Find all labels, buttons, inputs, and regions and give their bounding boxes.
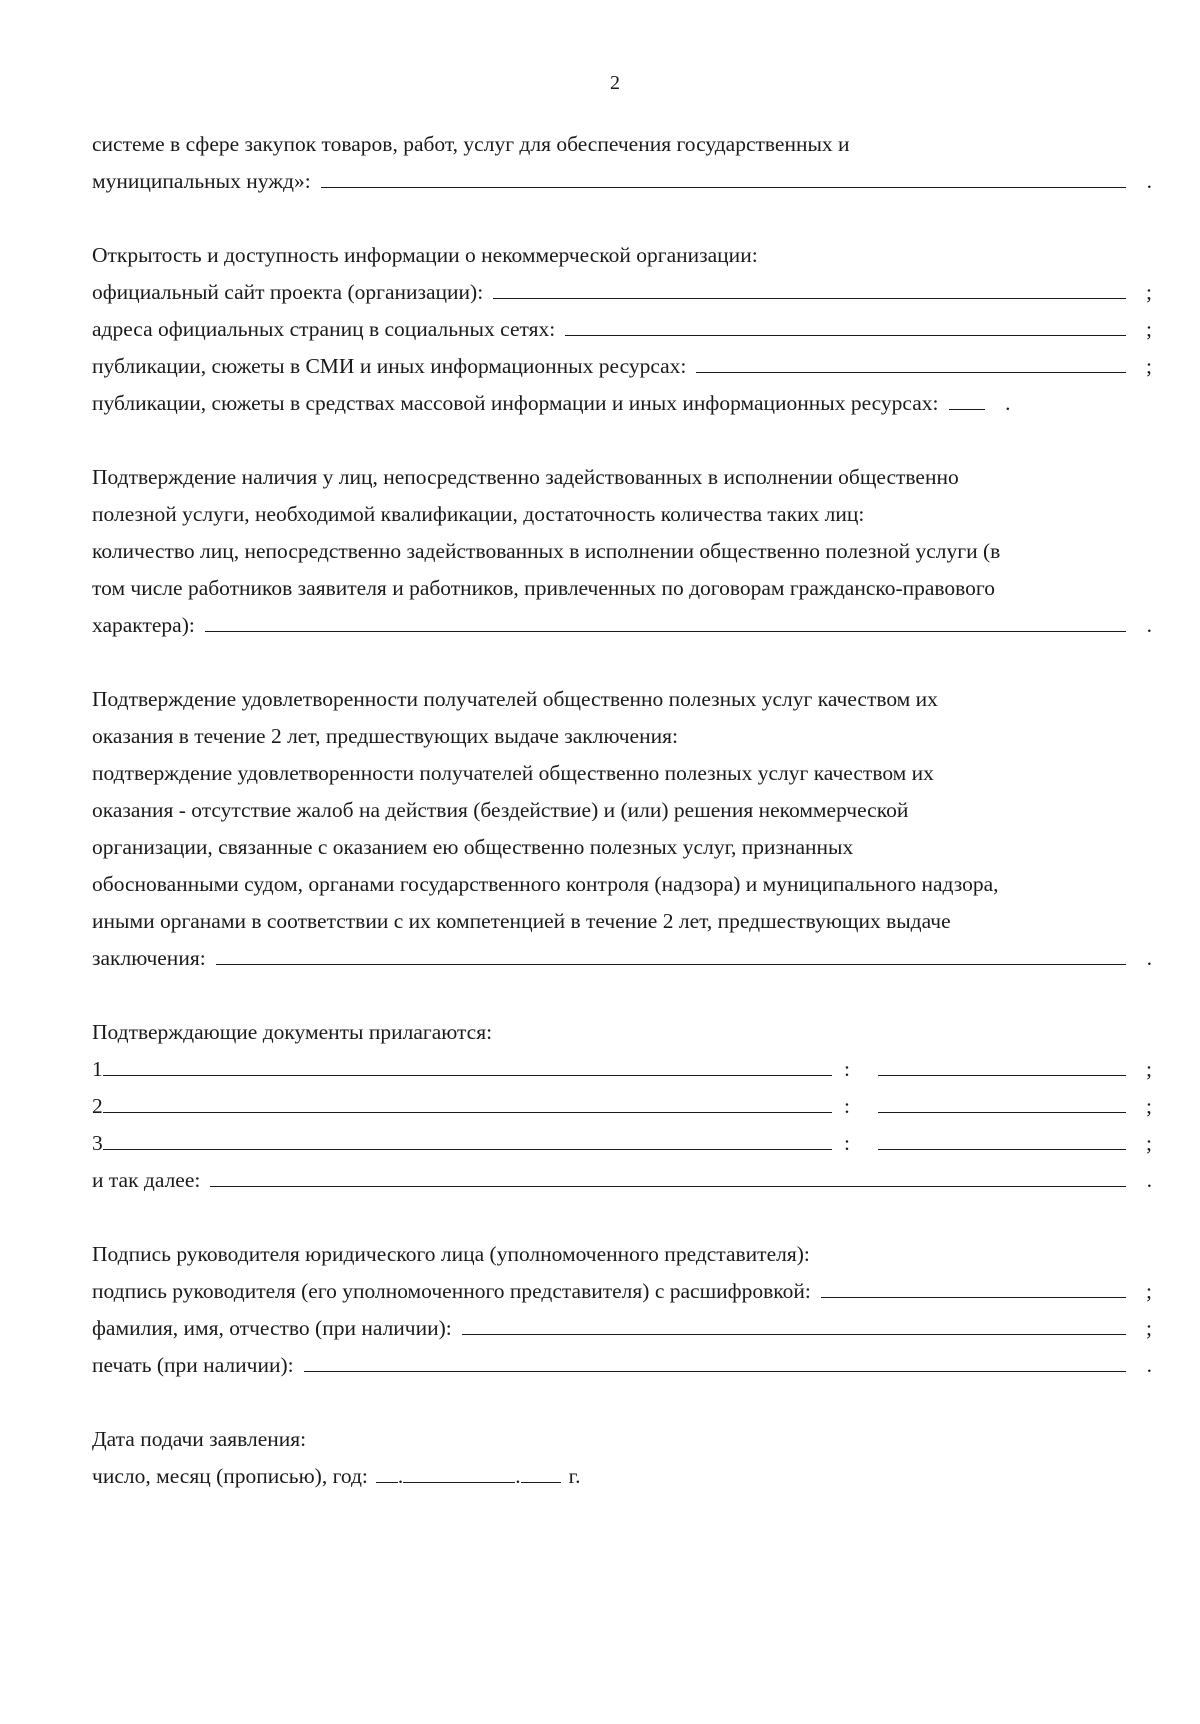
document-row	[92, 1088, 1152, 1125]
full-name-end: ;	[1146, 1316, 1152, 1340]
document-row	[92, 1051, 1152, 1088]
qualification-label: характера):	[92, 613, 195, 637]
website-input-blank[interactable]	[493, 276, 1126, 299]
qualification-line-1: Подтверждение наличия у лиц, непосредственно задействованных в исполнении общественно	[92, 465, 959, 489]
satisfaction-input-blank[interactable]	[216, 942, 1126, 965]
media-label: публикации, сюжеты в СМИ и иных информационных ресурсах:	[92, 354, 687, 378]
form-content	[92, 126, 1152, 1495]
date-separator: .	[397, 1464, 404, 1488]
date-label: число, месяц (прописью), год:	[92, 1464, 368, 1488]
document-row-colon: :	[844, 1131, 850, 1155]
seal-label: печать (при наличии):	[92, 1353, 294, 1377]
satisfaction-line-5: организации, связанные с оказанием ею общественно полезных услуг, признанных	[92, 835, 854, 859]
date-year-suffix: г.	[568, 1464, 581, 1488]
procurement-end: .	[1146, 169, 1152, 193]
procurement-input-blank[interactable]	[321, 165, 1126, 188]
signature-label: подпись руководителя (его уполномоченного представителя) с расшифровкой:	[92, 1279, 811, 1303]
website-label: официальный сайт проекта (организации):	[92, 280, 484, 304]
document-row-colon: :	[844, 1057, 850, 1081]
seal-row	[92, 1347, 1152, 1384]
seal-end: .	[1146, 1353, 1152, 1377]
document-row-end: ;	[1146, 1094, 1152, 1118]
date-month-blank[interactable]	[403, 1460, 515, 1483]
document-pages-blank[interactable]	[878, 1090, 1126, 1113]
media-input-blank[interactable]	[696, 350, 1126, 373]
full-name-label: фамилия, имя, отчество (при наличии):	[92, 1316, 452, 1340]
satisfaction-line-8	[92, 940, 1152, 977]
signature-end: ;	[1146, 1279, 1152, 1303]
openness-row-social	[92, 311, 1152, 348]
qualification-input-blank[interactable]	[205, 609, 1126, 632]
documents-etc-blank[interactable]	[210, 1164, 1126, 1187]
satisfaction-line-2: оказания в течение 2 лет, предшествующих выдаче заключения:	[92, 724, 678, 748]
media-end: ;	[1146, 354, 1152, 378]
qualification-end: .	[1146, 613, 1152, 637]
procurement-line-1: системе в сфере закупок товаров, работ, услуг для обеспечения государственных и	[92, 132, 850, 156]
documents-etc-row	[92, 1162, 1152, 1199]
qualification-line-3: количество лиц, непосредственно задействованных в исполнении общественно полезной услуги (в	[92, 539, 1001, 563]
social-input-blank[interactable]	[565, 313, 1126, 336]
satisfaction-line-7: иными органами в соответствии с их компетенцией в течение 2 лет, предшествующих выдаче	[92, 909, 951, 933]
signature-row	[92, 1273, 1152, 1310]
document-row	[92, 1125, 1152, 1162]
qualification-line-2: полезной услуги, необходимой квалификации, достаточность количества таких лиц:	[92, 502, 865, 526]
mass-media-end: .	[1005, 391, 1011, 415]
date-separator: .	[515, 1464, 521, 1488]
spacer	[92, 977, 1152, 1014]
qualification-line-5	[92, 607, 1152, 644]
spacer	[92, 644, 1152, 681]
full-name-input-blank[interactable]	[462, 1312, 1126, 1335]
date-year-blank[interactable]	[521, 1460, 561, 1483]
documents-etc-end: .	[1146, 1168, 1152, 1192]
full-name-row	[92, 1310, 1152, 1347]
document-row-number: 3	[92, 1131, 103, 1155]
website-end: ;	[1146, 280, 1152, 304]
openness-row-website	[92, 274, 1152, 311]
signature-heading: Подпись руководителя юридического лица (уполномоченного представителя):	[92, 1242, 810, 1266]
document-row-end: ;	[1146, 1131, 1152, 1155]
page-number: 2	[610, 72, 620, 94]
openness-row-media	[92, 348, 1152, 385]
date-heading: Дата подачи заявления:	[92, 1427, 307, 1451]
document-row-number: 1	[92, 1057, 103, 1081]
mass-media-input-blank[interactable]	[949, 387, 985, 410]
date-day-blank[interactable]	[376, 1460, 398, 1483]
satisfaction-line-6: обоснованными судом, органами государственного контроля (надзора) и муниципального надзора,	[92, 872, 999, 896]
document-name-blank[interactable]	[103, 1053, 832, 1076]
satisfaction-line-1: Подтверждение удовлетворенности получателей общественно полезных услуг качеством их	[92, 687, 938, 711]
date-row	[92, 1458, 1152, 1495]
document-name-blank[interactable]	[103, 1127, 832, 1150]
document-row-colon: :	[844, 1094, 850, 1118]
document-row-end: ;	[1146, 1057, 1152, 1081]
qualification-line-4: том числе работников заявителя и работников, привлеченных по договорам гражданско-правового	[92, 576, 995, 600]
seal-input-blank[interactable]	[304, 1349, 1126, 1372]
spacer	[92, 422, 1152, 459]
social-end: ;	[1146, 317, 1152, 341]
document-name-blank[interactable]	[103, 1090, 832, 1113]
documents-heading: Подтверждающие документы прилагаются:	[92, 1020, 493, 1044]
openness-heading: Открытость и доступность информации о некоммерческой организации:	[92, 243, 758, 267]
document-pages-blank[interactable]	[878, 1053, 1126, 1076]
signature-input-blank[interactable]	[821, 1275, 1126, 1298]
satisfaction-label: заключения:	[92, 946, 206, 970]
document-row-number: 2	[92, 1094, 103, 1118]
mass-media-label: публикации, сюжеты в средствах массовой информации и иных информационных ресурсах:	[92, 391, 939, 415]
satisfaction-end: .	[1146, 946, 1152, 970]
spacer	[92, 1384, 1152, 1421]
satisfaction-line-4: оказания - отсутствие жалоб на действия (бездействие) и (или) решения некоммерческой	[92, 798, 909, 822]
spacer	[92, 1199, 1152, 1236]
spacer	[92, 200, 1152, 237]
openness-row-mass-media	[92, 385, 1152, 422]
procurement-line-2	[92, 163, 1152, 200]
documents-etc-label: и так далее:	[92, 1168, 201, 1192]
social-label: адреса официальных страниц в социальных сетях:	[92, 317, 556, 341]
satisfaction-line-3: подтверждение удовлетворенности получателей общественно полезных услуг качеством их	[92, 761, 934, 785]
procurement-label: муниципальных нужд»:	[92, 169, 311, 193]
document-pages-blank[interactable]	[878, 1127, 1126, 1150]
